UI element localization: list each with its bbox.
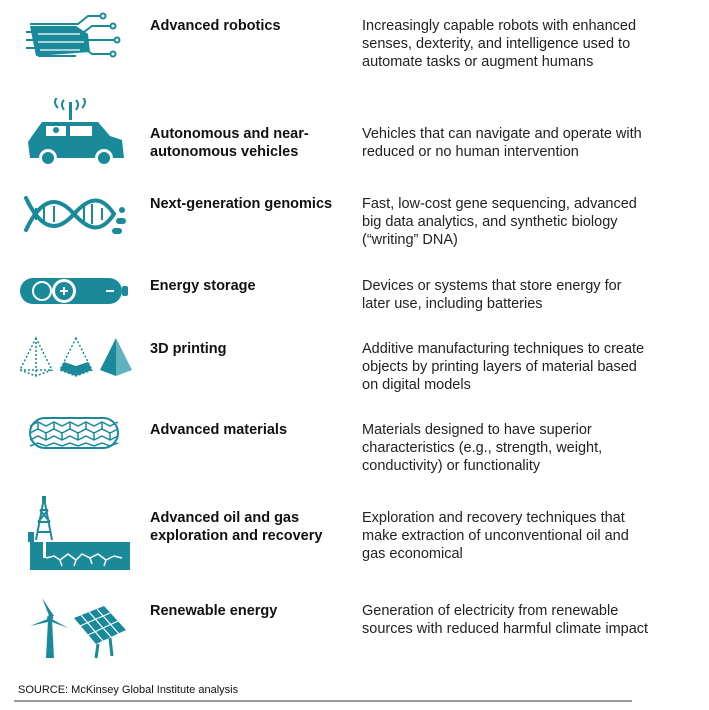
dna-helix-icon xyxy=(18,190,130,238)
autonomous-car-icon xyxy=(18,98,130,170)
tech-name: Advanced materials xyxy=(150,422,288,438)
source-note: SOURCE: McKinsey Global Institute analysis xyxy=(18,684,239,696)
oil-rig-icon xyxy=(18,496,130,572)
tech-name: Autonomous and near-autonomous vehicles xyxy=(150,126,309,160)
tech-name: 3D printing xyxy=(150,341,227,357)
tech-description: Devices or systems that store energy for later use, including batteries xyxy=(362,278,622,312)
tech-name: Advanced robotics xyxy=(150,18,281,34)
tech-name: Advanced oil and gas exploration and recovery xyxy=(150,510,323,544)
3d-pyramids-icon xyxy=(18,336,130,378)
tech-name: Next-generation genomics xyxy=(150,196,333,212)
wind-solar-icon xyxy=(18,596,130,660)
tech-name: Renewable energy xyxy=(150,603,278,619)
tech-description: Additive manufacturing techniques to create objects by printing layers of material based on digital models xyxy=(362,341,645,393)
tech-description: Vehicles that can navigate and operate with reduced or no human intervention xyxy=(362,126,642,160)
tech-description: Increasingly capable robots with enhanced senses, dexterity, and intelligence used to automate tasks or augment humans xyxy=(362,18,637,70)
robot-hand-icon xyxy=(18,12,130,62)
bottom-divider xyxy=(14,700,632,702)
tech-description: Materials designed to have superior characteristics (e.g., strength, weight, conductivity) or functionality xyxy=(362,422,603,474)
tech-description: Fast, low-cost gene sequencing, advanced big data analytics, and synthetic biology (“writing” DNA) xyxy=(362,196,637,248)
tech-description: Generation of electricity from renewable sources with reduced harmful climate impact xyxy=(362,603,649,637)
nanotube-icon xyxy=(18,416,130,450)
tech-name: Energy storage xyxy=(150,278,256,294)
tech-description: Exploration and recovery techniques that make extraction of unconventional oil and gas economical xyxy=(362,510,629,562)
battery-icon xyxy=(18,274,130,306)
